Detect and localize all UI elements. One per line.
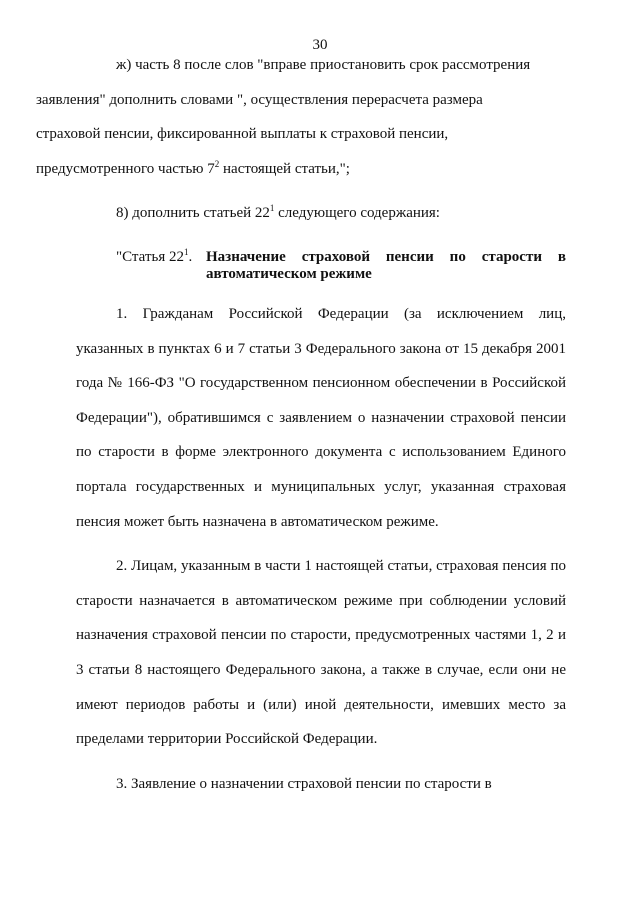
paragraph-zh (36, 48, 566, 186)
page-number: 30 (312, 37, 328, 53)
clause-3: 3. Заявление о назначении страховой пенсии по старости в (116, 775, 492, 792)
article-label (116, 246, 193, 266)
para-zh-line4-sup: 2 (214, 158, 220, 169)
para-zh-line4-pre: предусмотренного частью 7 (36, 160, 215, 177)
para-zh-line3: страховой пенсии, фиксированной выплаты к страховой пенсии, (36, 126, 449, 143)
clause-2: 2. Лицам, указанным в части 1 настоящей статьи, страховая пенсия по старости назначается в автоматическом режиме при соблюдении условий назначения страховой пенсии по старости, предусмотренных частями 1, 2 и 3 статьи 8 настоящего Федерального закона, а также в случае, если они не имеют периодов работы и (или) иной деятельности, имевших место за пределами территории Российской Федерации. (76, 558, 566, 748)
article-title: Назначение страховой пенсии по старости в автоматическом режиме (206, 248, 566, 282)
para-8-pre: 8) дополнить статьей 22 (116, 205, 270, 222)
document-body (36, 48, 566, 801)
article-label-sup: 1 (183, 246, 189, 257)
article-label-pre: "Статья 22 (116, 248, 184, 265)
para-8-post: следующего содержания: (274, 205, 440, 222)
para-8-sup: 1 (269, 203, 275, 214)
para-zh-line2: заявления" дополнить словами ", осуществления перерасчета размера (36, 91, 483, 108)
article-label-post: . (188, 248, 193, 265)
para-zh-line1: ж) часть 8 после слов "вправе приостановить срок рассмотрения (116, 57, 531, 73)
para-zh-line4-post: настоящей статьи,"; (219, 160, 350, 177)
clause-1: 1. Гражданам Российской Федерации (за исключением лиц, указанных в пунктах 6 и 7 статьи 3 Федерального закона от 15 декабря 2001 года № 166-ФЗ "О государственном пенсионном обеспечении в Российской Федерации"), обратившимся с заявлением о назначении страховой пенсии по старости в форме электронного документа с использованием Единого портала государственных и муниципальных услуг, указанная страховая пенсия может быть назначена в автоматическом режиме. (76, 305, 566, 530)
paragraph-8 (76, 196, 566, 231)
para-zh-line4 (36, 158, 350, 177)
article-heading (76, 241, 566, 285)
